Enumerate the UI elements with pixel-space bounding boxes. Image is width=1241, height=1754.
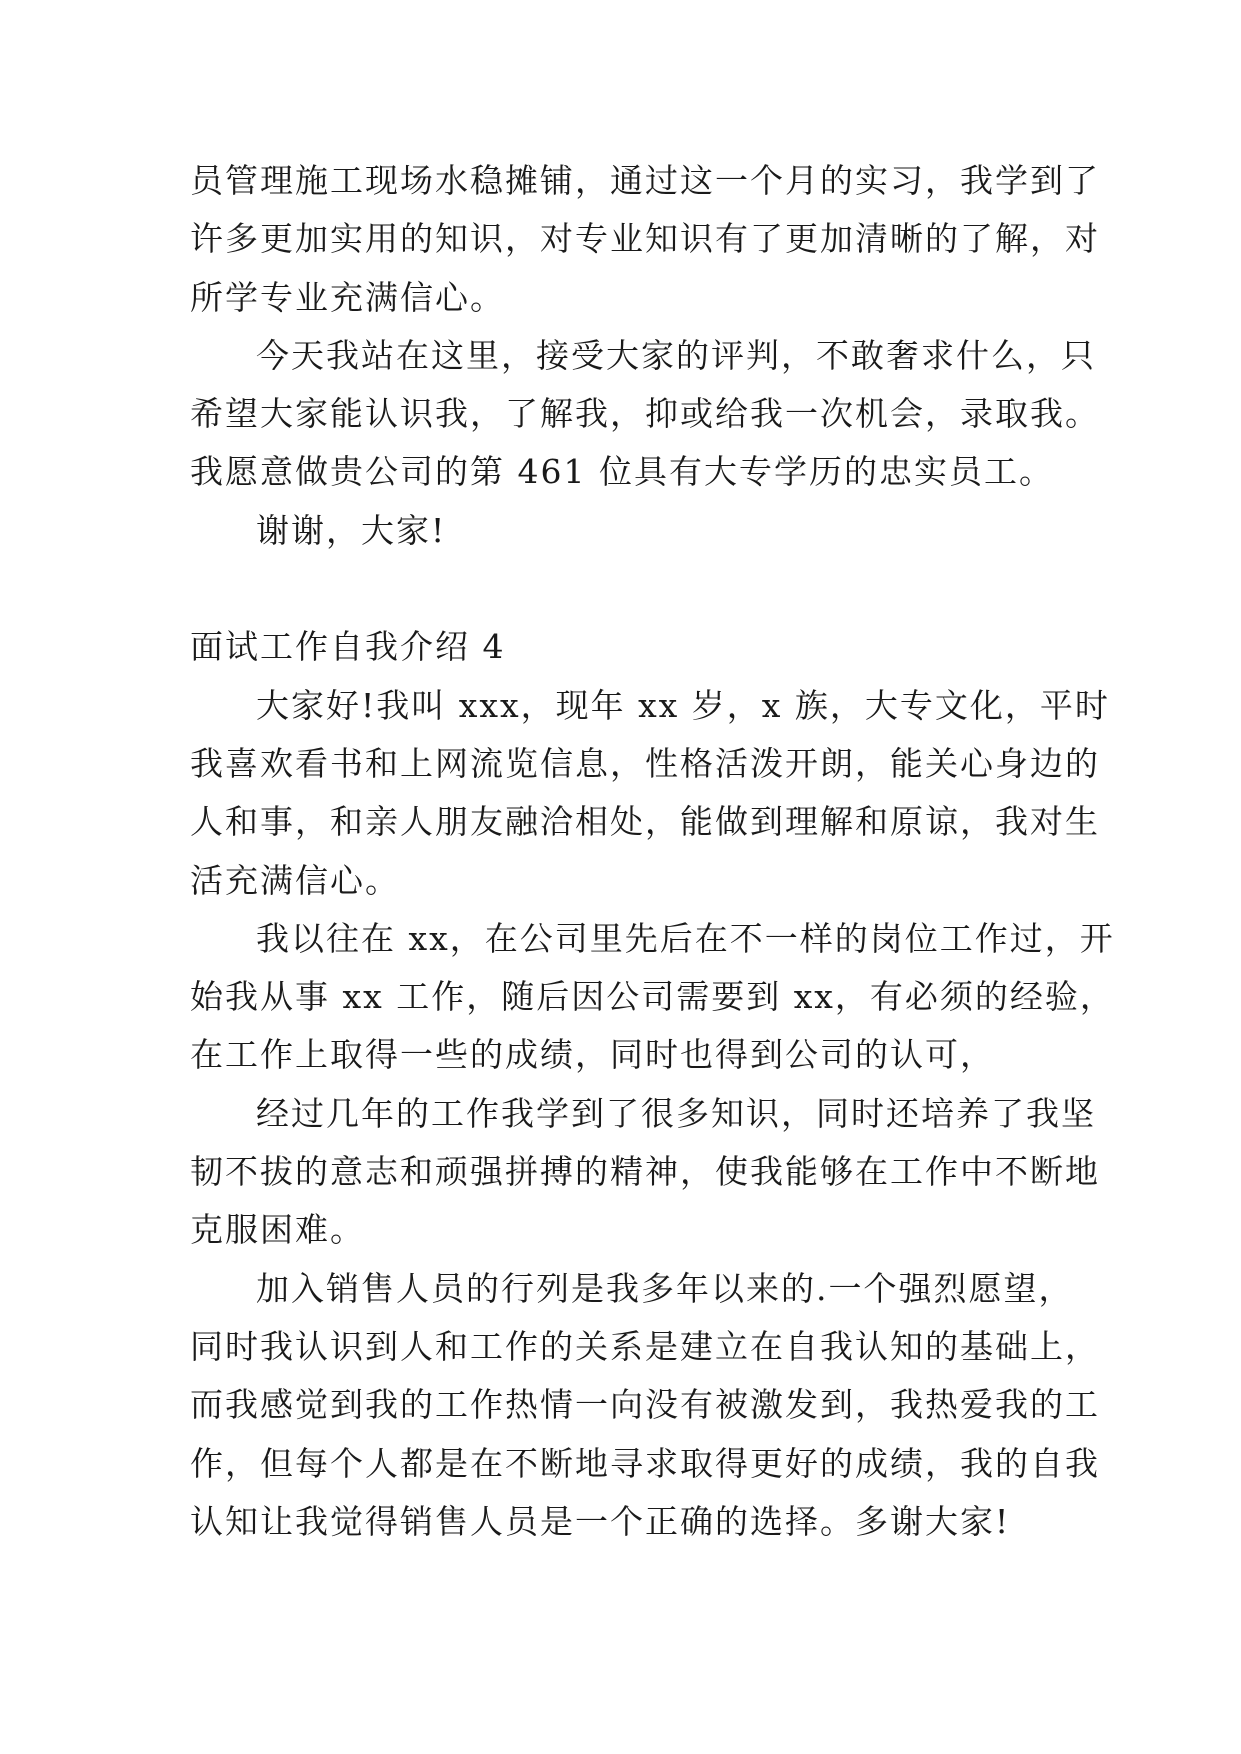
paragraph-continuation (190, 152, 1100, 327)
text-line: 希望大家能认识我，了解我，抑或给我一次机会，录取我。 (190, 394, 1100, 434)
text-line: 加入销售人员的行列是我多年以来的.一个强烈愿望， (256, 1268, 1074, 1308)
text-line: 所学专业充满信心。 (190, 277, 505, 317)
paragraph-introduction (190, 677, 1110, 910)
paragraph-work-history (190, 910, 1115, 1085)
text-line: 韧不拔的意志和顽强拼搏的精神，使我能够在工作中不断地 (190, 1152, 1100, 1192)
text-line: 始我从事 xx 工作，随后因公司需要到 xx，有必须的经验， (190, 977, 1115, 1017)
text-line: 活充满信心。 (190, 860, 400, 900)
section-heading: 面试工作自我介绍 4 (190, 627, 506, 667)
text-line: 同时我认识到人和工作的关系是建立在自我认知的基础上， (190, 1326, 1100, 1366)
text-line: 经过几年的工作我学到了很多知识，同时还培养了我坚 (256, 1093, 1096, 1133)
text-line: 而我感觉到我的工作热情一向没有被激发到，我热爱我的工 (190, 1385, 1100, 1425)
text-line: 今天我站在这里，接受大家的评判，不敢奢求什么，只 (256, 335, 1096, 375)
text-line: 认知让我觉得销售人员是一个正确的选择。多谢大家! (190, 1501, 1011, 1541)
text-line: 我以往在 xx，在公司里先后在不一样的岗位工作过，开 (256, 918, 1115, 958)
text-line: 大家好!我叫 xxx，现年 xx 岁，x 族，大专文化，平时 (256, 685, 1110, 725)
text-line: 作，但每个人都是在不断地寻求取得更好的成绩，我的自我 (190, 1443, 1100, 1483)
paragraph-closing-statement (190, 327, 1100, 502)
paragraph-sales-goal (190, 1260, 1100, 1551)
text-line: 员管理施工现场水稳摊铺，通过这一个月的实习，我学到了 (190, 161, 1100, 200)
text-line: 许多更加实用的知识，对专业知识有了更加清晰的了解，对 (190, 219, 1100, 259)
text-line: 在工作上取得一些的成绩，同时也得到公司的认可， (190, 1035, 995, 1075)
text-line: 人和事，和亲人朋友融洽相处，能做到理解和原谅，我对生 (190, 802, 1100, 842)
paragraph-experience (190, 1085, 1100, 1260)
text-line: 我喜欢看书和上网流览信息，性格活泼开朗，能关心身边的 (190, 743, 1100, 783)
paragraph-thanks (190, 502, 1060, 560)
document-body (190, 152, 1115, 1551)
text-line: 克服困难。 (190, 1210, 365, 1250)
text-line: 我愿意做贵公司的第 461 位具有大专学历的忠实员工。 (190, 452, 1054, 492)
text-line: 谢谢，大家! (256, 510, 447, 550)
